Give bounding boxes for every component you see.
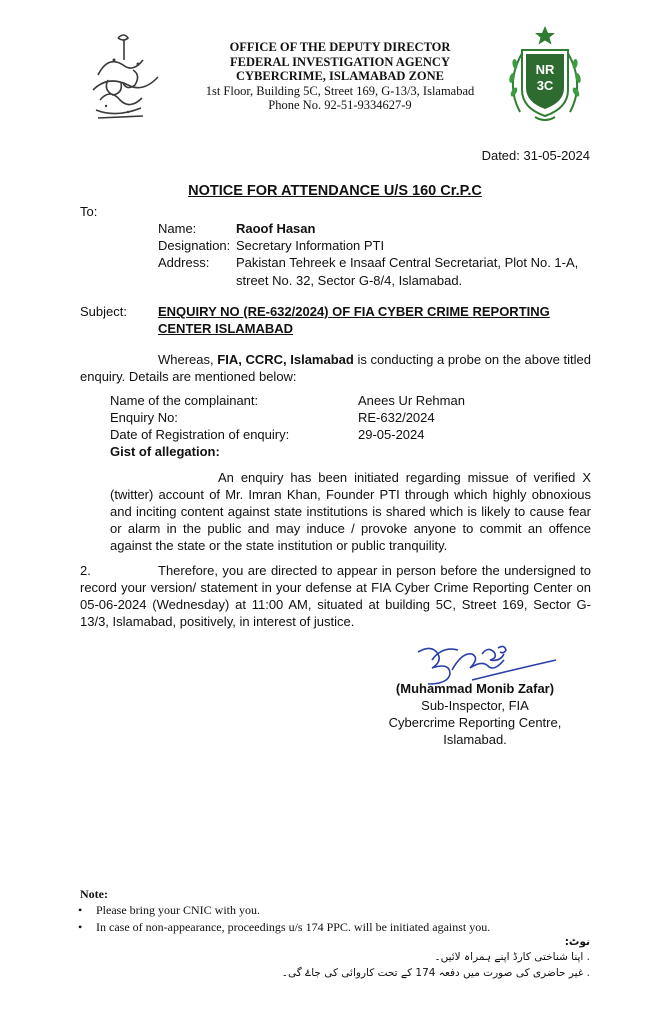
notice-date: Dated: 31-05-2024 [481, 148, 590, 163]
logo-text-nr: NR [535, 62, 555, 77]
subject-line1: ENQUIRY NO (RE-632/2024) OF FIA CYBER CRIME REPORTING [158, 304, 550, 319]
bullet-icon: • [78, 903, 83, 917]
subject-label: Subject: [80, 304, 127, 319]
recipient-address-label: Address: [158, 255, 210, 270]
urdu-note-item-2: . غیر حاضری کی صورت میں دفعہ 174 کے تحت کاروائی کی جاۓ گی۔ [281, 967, 590, 979]
to-label: To: [80, 204, 98, 219]
intro-pre: Whereas, [158, 352, 218, 367]
detail-value-registration-date: 29-05-2024 [358, 427, 425, 442]
letterhead [150, 40, 530, 113]
notice-title: NOTICE FOR ATTENDANCE U/S 160 Cr.P.C [188, 183, 482, 199]
detail-value-enquiry-no: RE-632/2024 [358, 410, 435, 425]
gist-paragraph: An enquiry has been initiated regarding missue of verified X (twitter) account of Mr. Imran Khan, Founder PTI through which highly obnoxious and inciting content against state institutions is shared which is likely to cause fear or alarm in the public and may induce / provoke anyone to commit an offence against the state or the state institution or public tranquility. [110, 470, 591, 553]
recipient-address-line2: street No. 32, Sector G-8/4, Islamabad. [236, 273, 463, 288]
para2-number: 2. [80, 563, 91, 578]
bullet-icon: • [78, 920, 83, 934]
detail-label-registration-date: Date of Registration of enquiry: [110, 427, 290, 442]
recipient-name-label: Name: [158, 221, 197, 236]
urdu-note-item-1: . اپنا شناختی کارڈ اپنے ہمراہ لائیں۔ [434, 951, 590, 963]
gist-label: Gist of allegation: [110, 444, 220, 459]
note-item [76, 903, 596, 918]
note-item [76, 920, 596, 935]
office-address: 1st Floor, Building 5C, Street 169, G-13/3, Islamabad [205, 83, 475, 98]
office-title: OFFICE OF THE DEPUTY DIRECTOR [229, 40, 451, 54]
recipient-address-line1: Pakistan Tehreek e Insaaf Central Secretariat, Plot No. 1-A, [236, 255, 579, 270]
subject-line2: CENTER ISLAMABAD [158, 321, 294, 336]
signatory-rank: Sub-Inspector, FIA [421, 698, 529, 713]
detail-label-complainant: Name of the complainant: [110, 393, 259, 408]
office-phone: Phone No. 92-51-9334627-9 [268, 98, 412, 112]
recipient-name: Raoof Hasan [236, 221, 316, 236]
agency-name: FEDERAL INVESTIGATION AGENCY [230, 54, 450, 69]
intro-paragraph [80, 351, 591, 385]
note-list [76, 903, 596, 935]
recipient-designation-label: Designation: [158, 238, 231, 253]
zone-name: CYBERCRIME, ISLAMABAD ZONE [235, 69, 444, 83]
note-item-text: In case of non-appearance, proceedings u/s 174 PPC. will be initiated against you. [96, 920, 491, 934]
detail-label-enquiry-no: Enquiry No: [110, 410, 178, 425]
urdu-note-label: نوٹ: [564, 936, 590, 948]
intro-agency: FIA, CCRC, Islamabad [217, 352, 354, 367]
note-item-text: Please bring your CNIC with you. [96, 903, 260, 917]
signatory-name: (Muhammad Monib Zafar) [395, 681, 555, 696]
note-label: Note: [80, 887, 108, 901]
signatory-office: Cybercrime Reporting Centre, [388, 715, 562, 730]
nr3c-emblem-logo [500, 22, 590, 127]
para2-paragraph: Therefore, you are directed to appear in person before the undersigned to record your version/ statement in your defense at FIA Cyber Crime Reporting Center on 05-06-2024 (Wednesday) at 11:00 AM, situated at building 5C, Street 169, Sector G-13/3, Islamabad, positively, in interest of justice. [80, 563, 591, 629]
recipient-designation: Secretary Information PTI [236, 238, 385, 253]
intro-post: is conducting a probe on the above titled enquiry. Details are mentioned below: [80, 352, 591, 384]
signatory-block [360, 680, 590, 748]
logo-text-3c: 3C [536, 78, 554, 93]
detail-value-complainant: Anees Ur Rehman [358, 393, 465, 408]
signatory-city: Islamabad. [443, 732, 507, 747]
